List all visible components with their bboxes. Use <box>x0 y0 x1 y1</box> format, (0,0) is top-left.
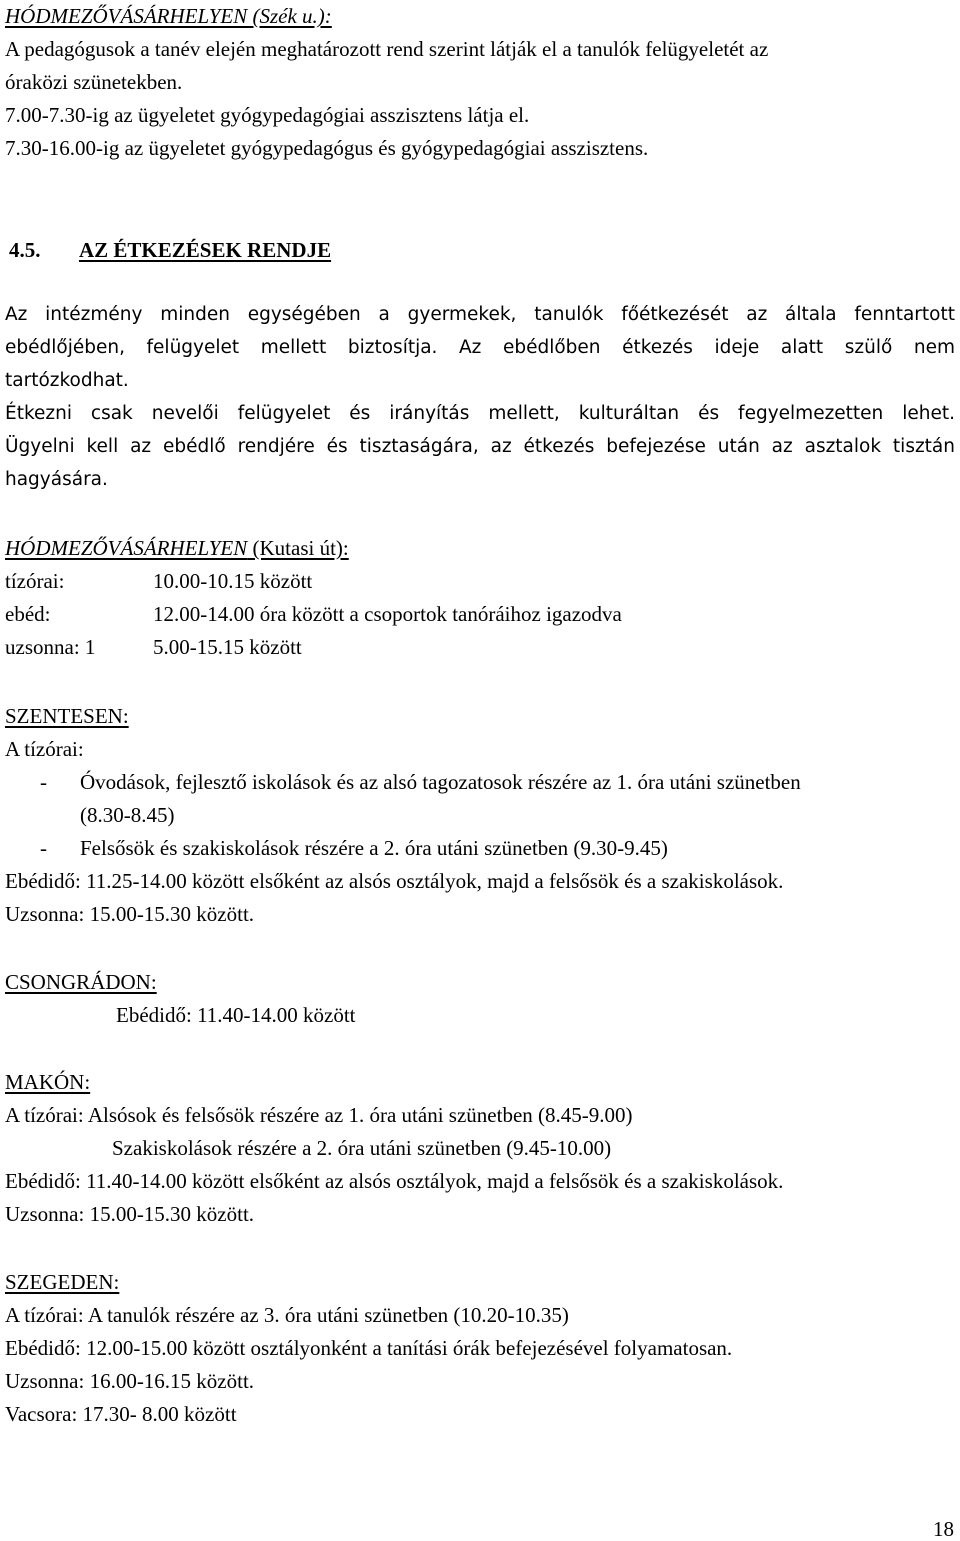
text-line: óraközi szünetekben. <box>5 70 183 94</box>
heading-csongrad: CSONGRÁDON: <box>5 970 157 994</box>
page-number: 18 <box>933 1517 954 1541</box>
schedule-row <box>5 567 955 595</box>
mako-tizorai: A tízórai: Alsósok és felsősök részére az 1. óra utáni szünetben (8.45-9.00) <box>5 1103 633 1127</box>
text-line: 7.30-16.00-ig az ügyeletet gyógypedagógus és gyógypedagógiai asszisztens. <box>5 136 649 160</box>
mako-uzsonna: Uzsonna: 15.00-15.30 között. <box>5 1202 255 1226</box>
heading-place: HÓDMEZŐVÁSÁRHELYEN <box>5 536 248 560</box>
szeged-ebedido: Ebédidő: 12.00-15.00 között osztályonként a tanítási órák befejezésével folyamatosan. <box>5 1336 733 1360</box>
list-dash: - <box>40 836 47 860</box>
szentes-intro: A tízórai: <box>5 737 84 761</box>
schedule-value: 12.00-14.00 óra között a csoportok tanóráihoz igazodva <box>153 602 622 626</box>
schedule-row <box>5 600 955 628</box>
list-item <box>5 834 955 862</box>
csongrad-ebedido: Ebédidő: 11.40-14.00 között <box>116 1003 356 1027</box>
list-dash: - <box>40 770 47 794</box>
section-number: 4.5. <box>9 238 41 262</box>
heading-hmv-szek: HÓDMEZŐVÁSÁRHELYEN (Szék u.): <box>5 4 332 28</box>
schedule-row <box>5 633 955 661</box>
heading-rest: (Kutasi út): <box>247 536 349 560</box>
list-text: Óvodások, fejlesztő iskolások és az alsó tagozatosok részére az 1. óra utáni szünetben <box>80 770 801 794</box>
heading-szentes: SZENTESEN: <box>5 704 129 728</box>
paragraph-line: tartózkodhat. <box>5 370 129 391</box>
section-title: AZ ÉTKEZÉSEK RENDJE <box>79 238 332 262</box>
heading-hmv-kutasi <box>5 534 349 562</box>
schedule-label: tízórai: <box>5 569 65 593</box>
szeged-vacsora: Vacsora: 17.30- 8.00 között <box>5 1402 237 1426</box>
schedule-value: 10.00-10.15 között <box>153 569 313 593</box>
list-item <box>5 768 955 796</box>
szentes-uzsonna: Uzsonna: 15.00-15.30 között. <box>5 902 255 926</box>
szeged-tizorai: A tízórai: A tanulók részére az 3. óra utáni szünetben (10.20-10.35) <box>5 1303 569 1327</box>
paragraph-line: hagyására. <box>5 469 108 490</box>
paragraph-line: Ügyelni kell az ebédlő rendjére és tisztaságára, az étkezés befejezése után az asztalok tisztán <box>5 436 955 457</box>
paragraph-line: ebédlőjében, felügyelet mellett biztosítja. Az ebédlőben étkezés ideje alatt szülő nem <box>5 337 955 358</box>
mako-tizorai-2: Szakiskolások részére a 2. óra utáni szünetben (9.45-10.00) <box>112 1136 612 1160</box>
heading-mako: MAKÓN: <box>5 1070 91 1094</box>
text-line: A pedagógusok a tanév elején meghatározott rend szerint látják el a tanulók felügyeletét az <box>5 37 769 61</box>
list-text: Felsősök és szakiskolások részére a 2. óra utáni szünetben (9.30-9.45) <box>80 836 668 860</box>
heading-szeged: SZEGEDEN: <box>5 1270 120 1294</box>
schedule-label: ebéd: <box>5 602 51 626</box>
paragraph-line: Az intézmény minden egységében a gyermekek, tanulók főétkezését az általa fenntartott <box>5 304 955 325</box>
text-line: 7.00-7.30-ig az ügyeletet gyógypedagógiai asszisztens látja el. <box>5 103 530 127</box>
paragraph-line: Étkezni csak nevelői felügyelet és irányítás mellett, kulturáltan és fegyelmezetten lehet. <box>5 403 955 424</box>
list-text-continued: (8.30-8.45) <box>80 803 175 827</box>
schedule-label: uzsonna: 1 <box>5 635 96 659</box>
szeged-uzsonna: Uzsonna: 16.00-16.15 között. <box>5 1369 255 1393</box>
szentes-ebedido: Ebédidő: 11.25-14.00 között elsőként az alsós osztályok, majd a felsősök és a szakiskolások. <box>5 869 784 893</box>
mako-ebedido: Ebédidő: 11.40-14.00 között elsőként az alsós osztályok, majd a felsősök és a szakiskolások. <box>5 1169 784 1193</box>
schedule-value: 5.00-15.15 között <box>153 635 302 659</box>
